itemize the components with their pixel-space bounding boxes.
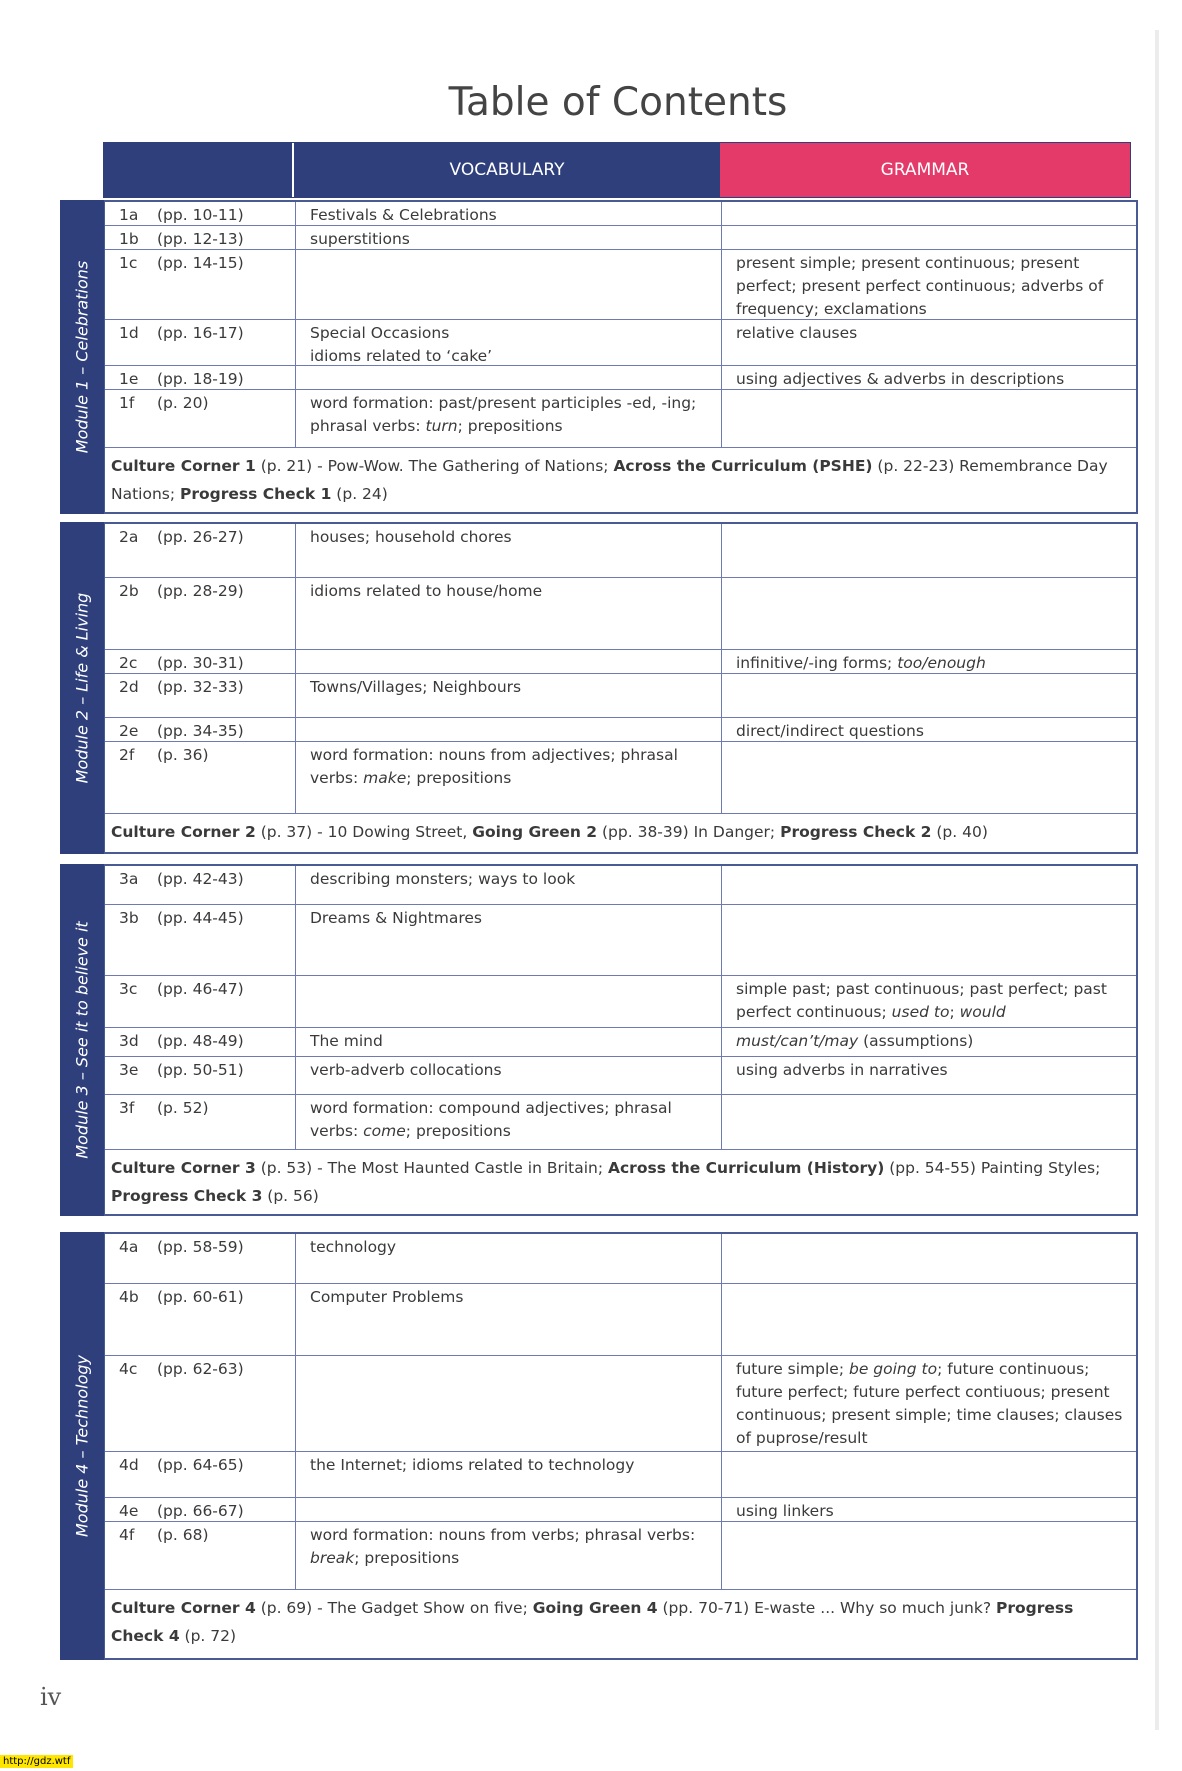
module-4-section (60, 1232, 1138, 1660)
lesson-cell (105, 1356, 295, 1452)
lesson-code: 4e (119, 1502, 139, 1520)
lesson-pages: (pp. 12-13) (157, 230, 244, 248)
lesson-cell (105, 1095, 295, 1149)
lesson-code: 3d (119, 1031, 139, 1050)
vocabulary-cell: the Internet; idioms related to technology (295, 1452, 721, 1497)
lesson-pages: (pp. 30-31) (157, 654, 244, 672)
lesson-cell (105, 1284, 295, 1355)
vocabulary-cell (295, 1356, 721, 1452)
lesson-cell (105, 320, 295, 370)
lesson-pages: (pp. 60-61) (157, 1288, 244, 1306)
lesson-pages: (pp. 50-51) (157, 1061, 244, 1080)
vocabulary-cell: Festivals & Celebrations (295, 202, 721, 229)
lesson-pages: (pp. 16-17) (157, 324, 244, 342)
module-label (60, 200, 104, 514)
culture-text: (p. 24) (331, 485, 388, 503)
culture-corner-line (105, 1150, 1136, 1214)
lesson-pages: (pp. 46-47) (157, 980, 244, 999)
page-edge-shadow (1155, 30, 1159, 1730)
lesson-row (105, 976, 1136, 1027)
lesson-pages: (pp. 62-63) (157, 1360, 244, 1378)
lesson-code: 3c (119, 980, 138, 999)
lesson-cell (105, 1028, 295, 1057)
lesson-code: 3f (119, 1098, 135, 1117)
module-rows (104, 1232, 1138, 1660)
lesson-row (105, 1284, 1136, 1356)
lesson-row (105, 1498, 1136, 1522)
lesson-cell (105, 202, 295, 229)
lesson-cell (105, 250, 295, 323)
vocabulary-cell: Special Occasions idioms related to ‘cake’ (295, 320, 721, 370)
lesson-pages: (pp. 66-67) (157, 1502, 244, 1520)
grammar-cell (721, 905, 1136, 975)
lesson-row (105, 674, 1136, 718)
lesson-code: 2a (119, 528, 139, 546)
grammar-cell: using linkers (721, 1498, 1136, 1525)
culture-text: (p. 56) (262, 1187, 319, 1206)
grammar-cell: present simple; present continuous; present perfect; present perfect continuous; adverbs of frequency; exclamations (721, 250, 1136, 323)
vocabulary-cell: technology (295, 1234, 721, 1283)
culture-text: (pp. 70-71) E-waste ... Why so much junk? (657, 1599, 996, 1617)
module-2-section (60, 522, 1138, 854)
lesson-pages: (pp. 44-45) (157, 909, 244, 928)
module-title: Module 4 – Technology (72, 1355, 92, 1537)
lesson-row (105, 742, 1136, 814)
grammar-cell (721, 578, 1136, 649)
grammar-cell: infinitive/-ing forms; too/enough (721, 650, 1136, 677)
grammar-cell: must/can’t/may (assumptions) (721, 1028, 1136, 1057)
lesson-row (105, 1057, 1136, 1094)
grammar-cell (721, 524, 1136, 577)
grammar-cell (721, 1452, 1136, 1497)
vocabulary-cell: Towns/Villages; Neighbours (295, 674, 721, 717)
lesson-code: 1d (119, 324, 139, 342)
lesson-pages: (pp. 42-43) (157, 870, 244, 888)
grammar-cell (721, 390, 1136, 447)
lesson-code: 3b (119, 909, 139, 928)
vocabulary-cell (295, 976, 721, 1026)
lesson-row (105, 524, 1136, 578)
grammar-cell: future simple; be going to; future continuous; future perfect; future perfect contiuous; present continuous; present simple; time clauses; clauses of puprose/result (721, 1356, 1136, 1452)
vocabulary-cell: superstitions (295, 226, 721, 253)
lesson-pages: (pp. 64-65) (157, 1456, 244, 1474)
lesson-row (105, 1234, 1136, 1284)
module-rows (104, 522, 1138, 854)
grammar-cell (721, 742, 1136, 813)
lesson-row (105, 250, 1136, 320)
lesson-cell (105, 1452, 295, 1497)
vocabulary-cell (295, 1498, 721, 1525)
vocabulary-cell: word formation: nouns from verbs; phrasal verbs: break; prepositions (295, 1522, 721, 1589)
module-title: Module 3 – See it to believe it (72, 921, 92, 1159)
grammar-cell (721, 202, 1136, 229)
grammar-cell: simple past; past continuous; past perfect; past perfect continuous; used to; would (721, 976, 1136, 1026)
culture-text: (p. 37) - 10 Dowing Street, (255, 823, 473, 841)
module-rows (104, 864, 1138, 1216)
lesson-code: 4d (119, 1456, 139, 1474)
lesson-code: 2b (119, 582, 139, 600)
culture-bold-label: Culture Corner 3 (111, 1159, 256, 1178)
lesson-code: 1b (119, 230, 139, 248)
lesson-cell (105, 1522, 295, 1589)
module-1-section (60, 200, 1138, 514)
lesson-cell (105, 578, 295, 649)
lesson-pages: (p. 68) (157, 1526, 209, 1544)
lesson-row (105, 1095, 1136, 1150)
lesson-row (105, 1028, 1136, 1058)
lesson-cell (105, 366, 295, 393)
lesson-row (105, 366, 1136, 390)
lesson-pages: (pp. 10-11) (157, 206, 244, 224)
lesson-code: 3a (119, 870, 139, 888)
lesson-pages: (pp. 32-33) (157, 678, 244, 696)
table-header (103, 142, 1131, 198)
culture-text: (p. 22-23) Remembrance Day Nations; (111, 457, 1108, 503)
lesson-code: 1a (119, 206, 139, 224)
header-blank-cell (104, 143, 294, 197)
lesson-cell (105, 1234, 295, 1283)
lesson-code: 2e (119, 722, 139, 740)
module-label (60, 864, 104, 1216)
vocabulary-cell: word formation: compound adjectives; phrasal verbs: come; prepositions (295, 1095, 721, 1149)
module-label (60, 522, 104, 854)
culture-text: (p. 53) - The Most Haunted Castle in Britain; (255, 1159, 608, 1178)
lesson-pages: (pp. 26-27) (157, 528, 244, 546)
culture-text: (pp. 54-55) Painting Styles; (884, 1159, 1101, 1178)
lesson-code: 2f (119, 746, 135, 764)
lesson-code: 3e (119, 1061, 139, 1080)
lesson-cell (105, 390, 295, 447)
culture-text: (p. 21) - Pow-Wow. The Gathering of Nations; (255, 457, 614, 475)
culture-bold-label: Going Green 2 (472, 823, 598, 841)
lesson-cell (105, 1498, 295, 1525)
lesson-pages: (p. 20) (157, 394, 209, 412)
culture-bold-label: Progress Check 4 (111, 1599, 1074, 1645)
culture-bold-label: Going Green 4 (532, 1599, 658, 1617)
grammar-cell: using adverbs in narratives (721, 1057, 1136, 1093)
lesson-code: 1c (119, 254, 138, 272)
module-label (60, 1232, 104, 1660)
lesson-row (105, 1522, 1136, 1590)
header-grammar: GRAMMAR (720, 143, 1130, 197)
culture-bold-label: Across the Curriculum (PSHE) (613, 457, 873, 475)
vocabulary-cell: idioms related to house/home (295, 578, 721, 649)
lesson-code: 1f (119, 394, 135, 412)
culture-text: (p. 72) (179, 1627, 237, 1645)
vocabulary-cell (295, 650, 721, 677)
vocabulary-cell (295, 250, 721, 323)
lesson-row (105, 202, 1136, 226)
lesson-pages: (pp. 28-29) (157, 582, 244, 600)
lesson-code: 1e (119, 370, 139, 388)
lesson-row (105, 320, 1136, 366)
grammar-cell: using adjectives & adverbs in descriptions (721, 366, 1136, 393)
lesson-cell (105, 226, 295, 253)
lesson-row (105, 1452, 1136, 1498)
lesson-code: 4a (119, 1238, 139, 1256)
grammar-cell (721, 1234, 1136, 1283)
vocabulary-cell: The mind (295, 1028, 721, 1057)
module-title: Module 2 – Life & Living (72, 592, 92, 784)
culture-corner-line (105, 1590, 1136, 1654)
lesson-cell (105, 1057, 295, 1093)
module-3-section (60, 864, 1138, 1216)
lesson-pages: (pp. 34-35) (157, 722, 244, 740)
culture-text: (pp. 38-39) In Danger; (597, 823, 781, 841)
grammar-cell (721, 674, 1136, 717)
vocabulary-cell: houses; household chores (295, 524, 721, 577)
vocabulary-cell: verb-adverb collocations (295, 1057, 721, 1093)
page-title: Table of Contents (448, 80, 788, 125)
lesson-cell (105, 650, 295, 677)
culture-bold-label: Progress Check 3 (111, 1187, 263, 1206)
lesson-row (105, 718, 1136, 742)
module-rows (104, 200, 1138, 514)
lesson-pages: (pp. 48-49) (157, 1031, 244, 1050)
footer-url[interactable]: http://gdz.wtf (0, 1755, 73, 1768)
lesson-cell (105, 524, 295, 577)
culture-corner-line (105, 448, 1136, 512)
lesson-row (105, 650, 1136, 674)
lesson-row (105, 226, 1136, 250)
lesson-pages: (pp. 18-19) (157, 370, 244, 388)
lesson-pages: (p. 36) (157, 746, 209, 764)
culture-bold-label: Across the Curriculum (History) (608, 1159, 885, 1178)
culture-corner-line (105, 814, 1136, 850)
lesson-cell (105, 905, 295, 975)
page-number: iv (40, 1683, 62, 1711)
lesson-cell (105, 742, 295, 813)
grammar-cell (721, 1522, 1136, 1589)
lesson-pages: (pp. 58-59) (157, 1238, 244, 1256)
vocabulary-cell: describing monsters; ways to look (295, 866, 721, 904)
vocabulary-cell (295, 718, 721, 745)
culture-text: (p. 69) - The Gadget Show on five; (255, 1599, 533, 1617)
lesson-code: 4c (119, 1360, 138, 1378)
lesson-cell (105, 674, 295, 717)
header-vocabulary: VOCABULARY (294, 143, 720, 197)
vocabulary-cell: Dreams & Nightmares (295, 905, 721, 975)
vocabulary-cell: word formation: past/present participles -ed, -ing; phrasal verbs: turn; prepositions (295, 390, 721, 447)
vocabulary-cell (295, 366, 721, 393)
lesson-cell (105, 866, 295, 904)
lesson-row (105, 866, 1136, 905)
grammar-cell (721, 226, 1136, 253)
culture-bold-label: Culture Corner 2 (111, 823, 256, 841)
lesson-row (105, 905, 1136, 976)
lesson-row (105, 390, 1136, 448)
culture-bold-label: Progress Check 2 (780, 823, 932, 841)
grammar-cell: direct/indirect questions (721, 718, 1136, 745)
grammar-cell: relative clauses (721, 320, 1136, 370)
culture-bold-label: Culture Corner 4 (111, 1599, 256, 1617)
lesson-cell (105, 976, 295, 1026)
lesson-cell (105, 718, 295, 745)
lesson-pages: (pp. 14-15) (157, 254, 244, 272)
grammar-cell (721, 866, 1136, 904)
culture-bold-label: Culture Corner 1 (111, 457, 256, 475)
module-title: Module 1 – Celebrations (72, 260, 92, 454)
lesson-code: 2d (119, 678, 139, 696)
culture-text: (p. 40) (931, 823, 988, 841)
lesson-code: 2c (119, 654, 138, 672)
grammar-cell (721, 1095, 1136, 1149)
culture-bold-label: Progress Check 1 (180, 485, 332, 503)
lesson-row (105, 1356, 1136, 1452)
lesson-code: 4f (119, 1526, 135, 1544)
lesson-pages: (p. 52) (157, 1098, 209, 1117)
grammar-cell (721, 1284, 1136, 1355)
lesson-code: 4b (119, 1288, 139, 1306)
lesson-row (105, 578, 1136, 650)
vocabulary-cell: Computer Problems (295, 1284, 721, 1355)
vocabulary-cell: word formation: nouns from adjectives; phrasal verbs: make; prepositions (295, 742, 721, 813)
